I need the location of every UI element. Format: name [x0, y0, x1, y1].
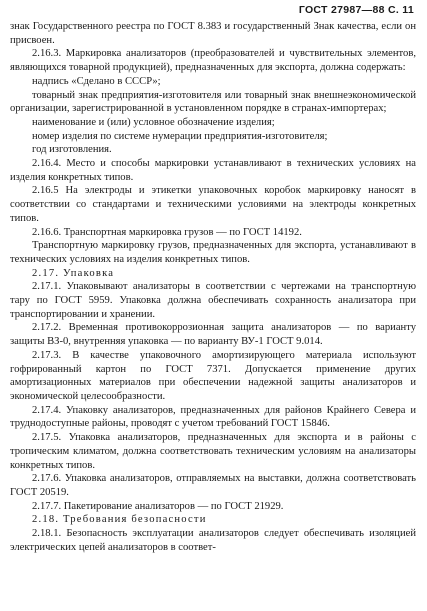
list-item-inscription: надпись «Сделано в СССР»;: [32, 75, 161, 87]
paragraph-2-17-2: 2.17.2. Временная противокоррозионная защита анализаторов — по варианту защиты ВЗ-0, внутренняя упаковка — по варианту ВУ-1 ГОСТ 9.014.: [10, 322, 416, 348]
paragraph-2-17-4: 2.17.4. Упаковку анализаторов, предназначенных для районов Крайнего Севера и труднодоступные районы, проводят с учетом требований ГОСТ 15846.: [10, 404, 416, 430]
paragraph-2-18-1: 2.18.1. Безопасность эксплуатации анализаторов следует обеспечивать изоляцией электрических цепей анализаторов в соответ-: [10, 528, 416, 553]
paragraph-2-16-4: 2.16.4. Место и способы маркировки устанавливают в технических условиях на изделия конкретных типов.: [10, 158, 416, 183]
list-item-year: год изготовления.: [32, 144, 112, 156]
section-heading-2-17: 2.17. Упаковка: [32, 267, 115, 279]
list-item-serial-number: номер изделия по системе нумерации предприятия-изготовителя;: [32, 130, 328, 142]
paragraph-2-17-6: 2.17.6. Упаковка анализаторов, отправляемых на выставки, должна соответствовать ГОСТ 20519.: [10, 473, 416, 498]
document-body: [10, 20, 416, 554]
list-item-trademark: товарный знак предприятия-изготовителя или товарный знак внешнеэкономической организации, зарегистрированной в установленном порядке в странах-импортерах;: [10, 89, 416, 115]
paragraph-2-16-5: 2.16.5 На электроды и этикетки упаковочных коробок маркировку наносят в соответствии со стандартами и техническими условиями на электроды конкретных типов.: [10, 185, 416, 224]
paragraph-2-17-5: 2.17.5. Упаковка анализаторов, предназначенных для экспорта и в районы с тропическим климатом, должна соответствовать техническим условиям на анализаторы конкретных типов.: [10, 432, 416, 471]
paragraph-2-16-6: 2.16.6. Транспортная маркировка грузов — по ГОСТ 14192.: [32, 226, 302, 238]
paragraph-2-17-1: 2.17.1. Упаковывают анализаторы в соответствии с чертежами на транспортную тару по ГОСТ 5959. Упаковка должна обеспечивать сохранность анализатора при транспортировании и хранении.: [10, 281, 416, 320]
page-header: ГОСТ 27987—88 С. 11: [298, 4, 414, 16]
paragraph-2-17-3: 2.17.3. В качестве упаковочного амортизирующего материала используют гофрированный картон по ГОСТ 7371. Допускается применение других амортизационных материалов при обеспечении надежной защиты анализаторов и экономической целесообразности.: [10, 349, 416, 402]
paragraph-2-16-3: 2.16.3. Маркировка анализаторов (преобразователей и чувствительных элементов, являющихся товарной продукцией), предназначенных для экспорта, должна содержать:: [10, 48, 416, 74]
paragraph-continuation: знак Государственного реестра по ГОСТ 8.383 и государственный Знак качества, если он присвоен.: [10, 21, 416, 46]
section-heading-2-18: 2.18. Требования безопасности: [32, 514, 207, 526]
list-item-product-name: наименование и (или) условное обозначение изделия;: [32, 116, 275, 128]
paragraph-2-17-7: 2.17.7. Пакетирование анализаторов — по ГОСТ 21929.: [32, 500, 284, 512]
paragraph-transport-marking: Транспортную маркировку грузов, предназначенных для экспорта, устанавливают в технических условиях на изделия конкретных типов.: [10, 240, 416, 265]
